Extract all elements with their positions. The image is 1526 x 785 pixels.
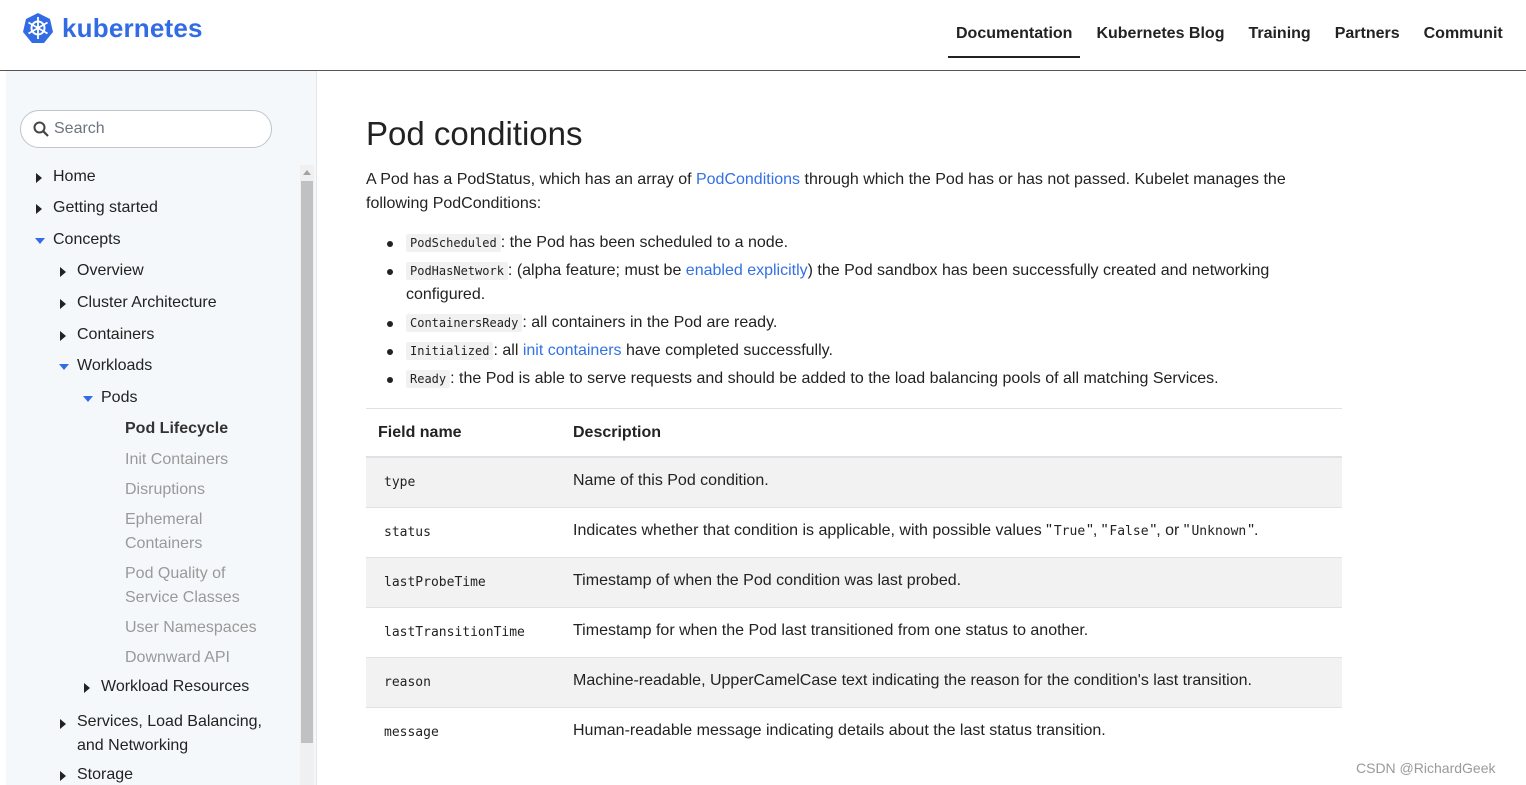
list-item-text: : (alpha feature; must be (507, 262, 686, 279)
kubernetes-logo-link[interactable] (22, 12, 203, 44)
table-row (366, 558, 1342, 608)
field-cell: reason (384, 675, 431, 690)
intro-paragraph (366, 168, 1306, 216)
search-placeholder: Search (54, 120, 105, 137)
desc-text: ". (1248, 522, 1259, 539)
sidebar-item-pods[interactable] (83, 389, 137, 407)
chevron-right-icon (60, 719, 66, 729)
column-header-description: Description (573, 424, 662, 441)
list-item (406, 259, 1346, 307)
value-true: True (1053, 524, 1086, 539)
sidebar-item-label: Home (53, 168, 96, 185)
chevron-right-icon (36, 173, 42, 183)
intro-text: A Pod has a PodStatus, which has an array of (366, 171, 696, 188)
init-containers-link[interactable]: init containers (522, 342, 622, 359)
chevron-down-icon (35, 238, 45, 244)
sidebar-item-containers[interactable] (60, 326, 154, 344)
table-header (366, 409, 1342, 458)
scroll-thumb[interactable] (301, 181, 313, 743)
sidebar-item-label: Overview (77, 262, 144, 279)
sidebar-item-workloads[interactable] (59, 357, 152, 375)
nav-community[interactable]: Communit (1423, 25, 1503, 42)
value-unknown: Unknown (1191, 524, 1247, 539)
table-row (366, 658, 1342, 708)
description-cell: Machine-readable, UpperCamelCase text indicating the reason for the condition's last transition. (573, 672, 1252, 689)
list-item-text: : the Pod has been scheduled to a node. (500, 234, 789, 251)
kubernetes-helm-icon (22, 12, 54, 44)
search-input[interactable] (20, 110, 272, 148)
chevron-down-icon (83, 396, 93, 402)
sidebar-item-storage[interactable] (60, 766, 133, 784)
chevron-right-icon (60, 771, 66, 781)
description-cell: Name of this Pod condition. (573, 472, 769, 489)
search-icon (33, 121, 49, 137)
code-initialized: Initialized (406, 342, 493, 360)
sidebar-item-user-namespaces[interactable]: User Namespaces (125, 619, 257, 636)
table-row (366, 608, 1342, 658)
column-header-field-name: Field name (378, 424, 462, 441)
list-item (406, 367, 1346, 391)
field-cell: lastTransitionTime (384, 625, 525, 640)
list-item-text: : the Pod is able to serve requests and should be added to the load balancing pools of all matching Services. (450, 370, 1219, 387)
nav-documentation[interactable]: Documentation (948, 0, 1080, 70)
scroll-up-arrow-icon[interactable] (303, 170, 311, 175)
page-title: Pod conditions (366, 115, 583, 152)
top-header (0, 0, 1526, 71)
table-row (366, 708, 1342, 758)
description-cell: Human-readable message indicating details about the last status transition. (573, 722, 1106, 739)
chevron-right-icon (60, 299, 66, 309)
list-item-text: : all (493, 342, 523, 359)
list-item (406, 339, 1346, 363)
code-containersready: ContainersReady (406, 314, 522, 332)
code-ready: Ready (406, 370, 450, 388)
code-podhasnetwork: PodHasNetwork (406, 262, 508, 280)
sidebar-item-label: Getting started (53, 199, 158, 216)
logo-text: kubernetes (62, 12, 203, 43)
sidebar-item-label: Cluster Architecture (77, 294, 217, 311)
intro-text: through which the Pod has or has not passed. Kubelet manages the following PodConditions: (366, 171, 1286, 212)
desc-text: ", " (1087, 522, 1108, 539)
sidebar-item-label: Workloads (77, 357, 153, 374)
field-cell: status (384, 525, 431, 540)
sidebar-item-concepts[interactable] (35, 231, 121, 249)
chevron-down-icon (59, 364, 69, 370)
nav-training[interactable]: Training (1248, 25, 1311, 42)
sidebar-item-init-containers[interactable]: Init Containers (125, 451, 229, 468)
top-nav (948, 0, 1519, 70)
sidebar-item-label: Concepts (53, 231, 121, 248)
chevron-right-icon (84, 683, 90, 693)
code-podscheduled: PodScheduled (406, 234, 501, 252)
table-row (366, 508, 1342, 558)
podconditions-link[interactable]: PodConditions (695, 171, 801, 188)
sidebar-item-label: Pods (101, 389, 138, 406)
sidebar-item-label: Containers (77, 326, 155, 343)
pod-conditions-table (366, 408, 1342, 758)
nav-kubernetes-blog[interactable]: Kubernetes Blog (1096, 25, 1225, 42)
list-item (406, 311, 1346, 335)
description-cell: Timestamp of when the Pod condition was last probed. (573, 572, 962, 589)
nav-partners[interactable]: Partners (1334, 25, 1400, 42)
sidebar-item-disruptions[interactable]: Disruptions (125, 481, 206, 498)
chevron-right-icon (60, 267, 66, 277)
sidebar-item-services-networking[interactable] (60, 710, 280, 758)
sidebar-item-label: Workload Resources (101, 678, 250, 695)
list-item (406, 231, 1346, 255)
sidebar-item-label: Storage (77, 766, 134, 783)
sidebar-item-home[interactable] (36, 168, 96, 186)
list-item-text: have completed successfully. (621, 342, 833, 359)
sidebar-item-downward-api[interactable]: Downward API (125, 649, 230, 666)
sidebar-item-pod-lifecycle[interactable]: Pod Lifecycle (125, 420, 229, 437)
list-item-text: ) the Pod sandbox has been successfully created and networking configured. (406, 262, 1270, 303)
field-cell: message (384, 725, 439, 740)
sidebar-item-getting-started[interactable] (36, 199, 158, 217)
description-cell (573, 522, 1258, 540)
description-cell: Timestamp for when the Pod last transitioned from one status to another. (573, 622, 1089, 639)
desc-text: Indicates whether that condition is applicable, with possible values " (573, 522, 1052, 539)
sidebar-item-pod-qos[interactable]: Pod Quality of Service Classes (125, 565, 240, 606)
sidebar-item-cluster-architecture[interactable] (60, 294, 217, 312)
sidebar-scrollbar[interactable] (300, 165, 314, 785)
field-cell: lastProbeTime (384, 575, 486, 590)
csdn-watermark: CSDN @RichardGeek (1356, 760, 1496, 776)
enabled-explicitly-link[interactable]: enabled explicitly (685, 262, 808, 279)
list-item-text: : all containers in the Pod are ready. (522, 314, 778, 331)
sidebar-item-ephemeral-containers[interactable]: Ephemeral Containers (125, 511, 203, 552)
sidebar-item-workload-resources[interactable] (84, 678, 249, 696)
sidebar-item-overview[interactable] (60, 262, 144, 280)
sidebar-item-label: Services, Load Balancing, and Networking (77, 713, 262, 754)
table-row (366, 458, 1342, 508)
desc-text: ", or " (1150, 522, 1190, 539)
value-false: False (1109, 524, 1149, 539)
field-cell: type (384, 475, 416, 490)
chevron-right-icon (60, 331, 66, 341)
docs-sidebar (6, 71, 317, 785)
chevron-right-icon (36, 204, 42, 214)
